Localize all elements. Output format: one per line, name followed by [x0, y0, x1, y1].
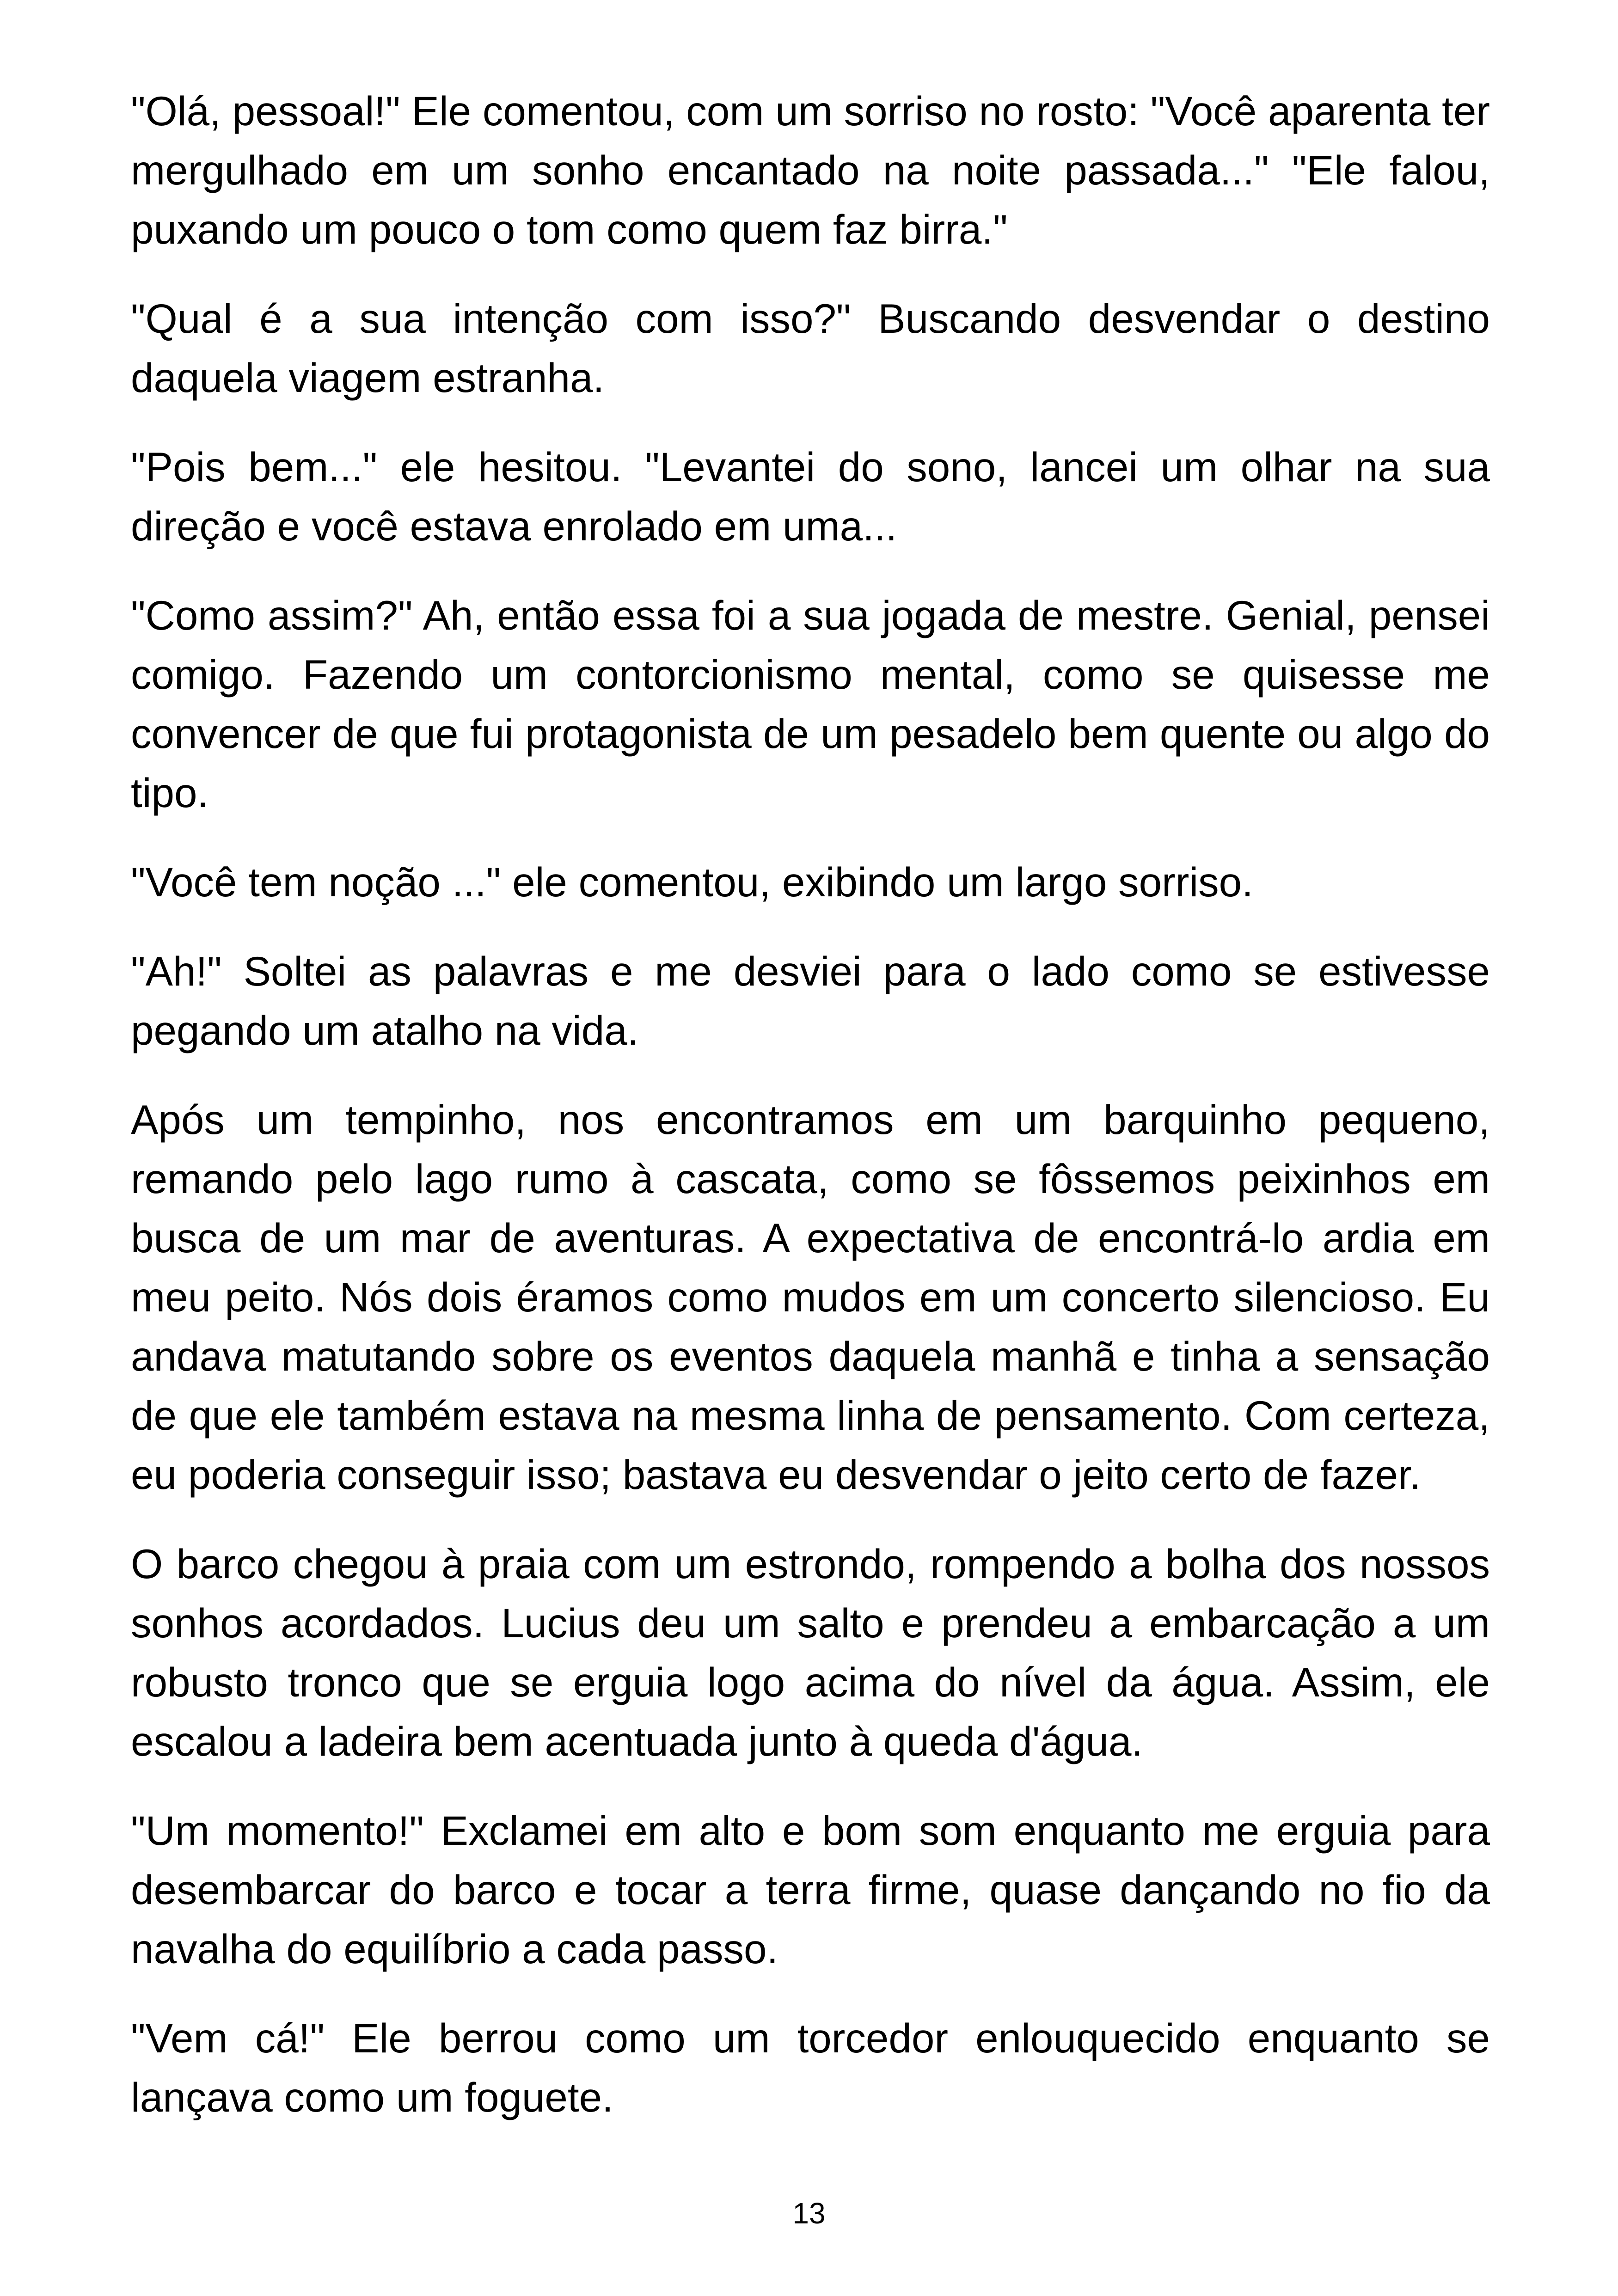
paragraph-8: O barco chegou à praia com um estrondo, rompendo a bolha dos nossos sonhos acordados. Lucius deu um salto e prendeu a embarcação a um robusto tronco que se erguia logo acima do nível da água. Assim, ele escalou a ladeira bem acentuada junto à queda d'água.	[131, 1541, 1490, 1764]
paragraph-10: "Vem cá!" Ele berrou como um torcedor enlouquecido enquanto se lançava como um foguete.	[131, 2015, 1490, 2120]
paragraph-3: "Pois bem..." ele hesitou. "Levantei do sono, lancei um olhar na sua direção e você estava enrolado em uma...	[131, 444, 1490, 549]
paragraph-2: "Qual é a sua intenção com isso?" Buscando desvendar o destino daquela viagem estranha.	[131, 295, 1490, 401]
paragraph-6: "Ah!" Soltei as palavras e me desviei para o lado como se estivesse pegando um atalho na vida.	[131, 948, 1490, 1053]
paragraph-1: "Olá, pessoal!" Ele comentou, com um sorriso no rosto: "Você aparenta ter mergulhado em um sonho encantado na noite passada..." "Ele falou, puxando um pouco o tom como quem faz birra."	[131, 88, 1490, 252]
body-text	[131, 81, 1490, 2127]
paragraph-9: "Um momento!" Exclamei em alto e bom som enquanto me erguia para desembarcar do barco e tocar a terra firme, quase dançando no fio da navalha do equilíbrio a cada passo.	[131, 1807, 1490, 1972]
page-number: 13	[792, 2197, 826, 2230]
paragraph-7: Após um tempinho, nos encontramos em um barquinho pequeno, remando pelo lago rumo à cascata, como se fôssemos peixinhos em busca de um mar de aventuras. A expectativa de encontrá-lo ardia em meu peito. Nós dois éramos como mudos em um concerto silencioso. Eu andava matutando sobre os eventos daquela manhã e tinha a sensação de que ele também estava na mesma linha de pensamento. Com certeza, eu poderia conseguir isso; bastava eu desvendar o jeito certo de fazer.	[131, 1096, 1490, 1498]
paragraph-5: "Você tem noção ..." ele comentou, exibindo um largo sorriso.	[131, 859, 1253, 905]
paragraph-4: "Como assim?" Ah, então essa foi a sua jogada de mestre. Genial, pensei comigo. Fazendo um contorcionismo mental, como se quisesse me convencer de que fui protagonista de um pesadelo bem quente ou algo do tipo.	[131, 592, 1490, 816]
